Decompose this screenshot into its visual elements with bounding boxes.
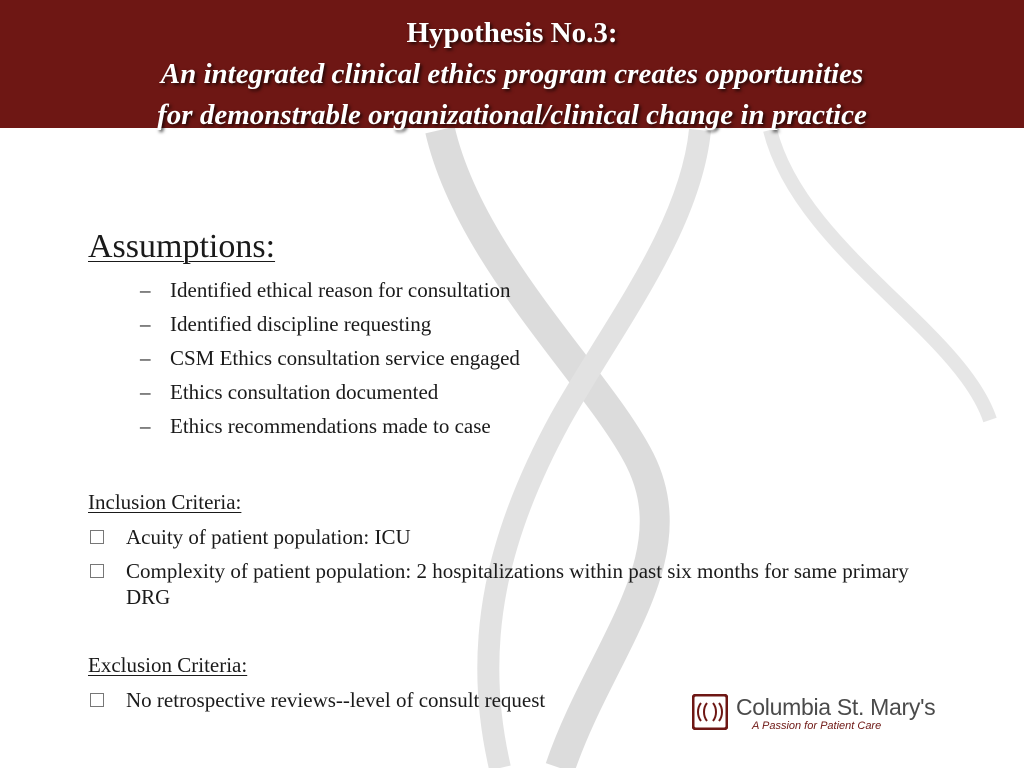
logo-tagline: A Passion for Patient Care: [752, 720, 882, 732]
inclusion-list: [88, 524, 958, 618]
list-item: – Ethics consultation documented: [140, 380, 439, 404]
bullet-box-icon: [90, 693, 104, 707]
list-item: No retrospective reviews--level of consult request: [88, 687, 958, 713]
assumptions-heading: Assumptions:: [88, 228, 276, 265]
bullet-box-icon: [90, 530, 104, 544]
slide-title: Hypothesis No.3:: [406, 17, 618, 49]
bullet-box-icon: [90, 564, 104, 578]
list-item: – CSM Ethics consultation service engaged: [140, 346, 520, 370]
inclusion-heading: Inclusion Criteria:: [88, 490, 242, 514]
slide-subtitle-line-1: An integrated clinical ethics program creates opportunities: [160, 58, 864, 90]
list-item: Complexity of patient population: 2 hospitalizations within past six months for same primary DRG: [88, 558, 958, 610]
columbia-st-marys-logo: [692, 690, 952, 740]
assumptions-list: [140, 278, 520, 448]
logo-name: Columbia St. Mary's: [736, 694, 936, 720]
exclusion-heading: Exclusion Criteria:: [88, 653, 248, 677]
slide-subtitle-line-2: for demonstrable organizational/clinical change in practice: [157, 99, 867, 131]
list-item: – Ethics recommendations made to case: [140, 414, 491, 438]
list-item: – Identified ethical reason for consultation: [140, 278, 511, 302]
csm-logo-icon: [692, 694, 728, 730]
list-item: – Identified discipline requesting: [140, 312, 432, 336]
list-item: Acuity of patient population: ICU: [88, 524, 958, 550]
